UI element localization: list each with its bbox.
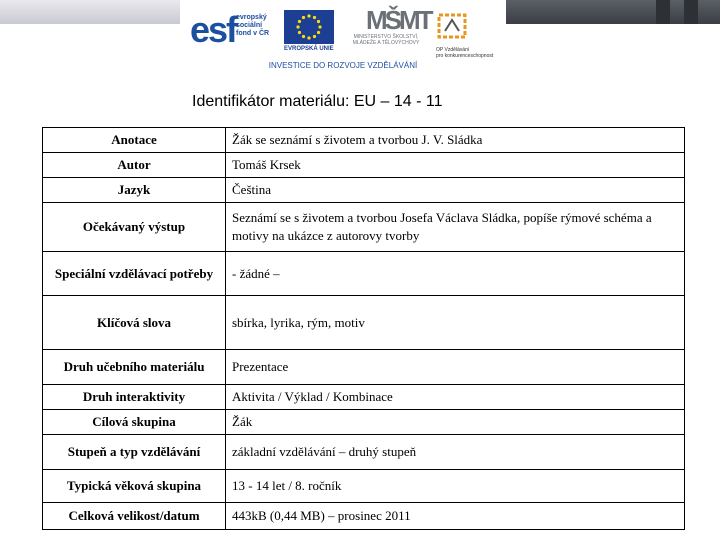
esf-logo-text: evropský sociální fond v ČR: [236, 14, 270, 37]
material-identifier: Identifikátor materiálu: EU – 14 - 11: [192, 93, 443, 110]
top-bar-stripe: [684, 0, 698, 24]
table-row: [43, 435, 685, 470]
logo-banner: [180, 0, 506, 76]
eu-star-icon: [318, 25, 321, 28]
eu-star-icon: [302, 16, 305, 19]
row-value: Prezentace: [226, 350, 685, 385]
row-value: 443kB (0,44 MB) – prosinec 2011: [226, 503, 685, 530]
row-value: Žák se seznámí s životem a tvorbou J. V. Sládka: [226, 128, 685, 153]
row-label: Celková velikost/datum: [43, 503, 226, 530]
table-row: [43, 470, 685, 503]
table-row: [43, 252, 685, 296]
row-label: Stupeň a typ vzdělávání: [43, 435, 226, 470]
row-value: sbírka, lyrika, rým, motiv: [226, 296, 685, 350]
row-label: Klíčová slova: [43, 296, 226, 350]
top-bar-stripe: [656, 0, 670, 24]
top-bar-right: [506, 0, 720, 24]
eu-star-icon: [313, 35, 316, 38]
metadata-table: [42, 127, 685, 530]
eu-star-icon: [313, 16, 316, 19]
eu-logo: [284, 10, 338, 54]
msmt-logo-mark: MŠMT: [366, 5, 431, 35]
op-logo-text: OP Vzdělávání pro konkurenceschopnost: [436, 47, 494, 59]
eu-star-icon: [298, 20, 301, 23]
row-label: Anotace: [43, 128, 226, 153]
esf-logo: [190, 6, 278, 54]
row-label: Typická věková skupina: [43, 470, 226, 503]
row-value: 13 - 14 let / 8. ročník: [226, 470, 685, 503]
eu-logo-text: EVROPSKÁ UNIE: [284, 46, 334, 52]
eu-star-icon: [307, 14, 310, 17]
row-label: Autor: [43, 153, 226, 178]
table-row: [43, 410, 685, 435]
table-row: [43, 385, 685, 410]
row-value: Čeština: [226, 178, 685, 203]
row-value: Tomáš Krsek: [226, 153, 685, 178]
row-label: Jazyk: [43, 178, 226, 203]
row-value: Aktivita / Výklad / Kombinace: [226, 385, 685, 410]
eu-star-icon: [317, 20, 320, 23]
row-value: základní vzdělávání – druhý stupeň: [226, 435, 685, 470]
op-logo: [436, 12, 500, 59]
esf-logo-mark: esf: [190, 9, 237, 50]
msmt-logo-text: MINISTERSTVO ŠKOLSTVÍ, MLÁDEŽE A TĚLOVÝCHOVY: [352, 34, 420, 46]
row-label: Cílová skupina: [43, 410, 226, 435]
row-label: Druh učebního materiálu: [43, 350, 226, 385]
row-value: Žák: [226, 410, 685, 435]
eu-star-icon: [298, 31, 301, 34]
op-logo-icon: [436, 12, 470, 40]
banner-tagline: INVESTICE DO ROZVOJE VZDĚLÁVÁNÍ: [268, 61, 418, 70]
eu-flag-icon: [284, 10, 334, 44]
eu-star-icon: [307, 36, 310, 39]
top-bar-left: [0, 0, 180, 24]
table-row: [43, 153, 685, 178]
row-value: Seznámí se s životem a tvorbou Josefa Václava Sládka, popíše rýmové schéma a motivy na ukázce z autorovy tvorby: [226, 203, 685, 252]
table-row: [43, 350, 685, 385]
row-label: Speciální vzdělávací potřeby: [43, 252, 226, 296]
table-row: [43, 178, 685, 203]
table-row: [43, 128, 685, 153]
msmt-logo: [340, 6, 432, 56]
row-label: Druh interaktivity: [43, 385, 226, 410]
table-row: [43, 503, 685, 530]
row-label: Očekávaný výstup: [43, 203, 226, 252]
eu-star-icon: [296, 25, 299, 28]
table-row: [43, 203, 685, 252]
table-row: [43, 296, 685, 350]
eu-star-icon: [317, 31, 320, 34]
eu-star-icon: [302, 35, 305, 38]
row-value: - žádné –: [226, 252, 685, 296]
